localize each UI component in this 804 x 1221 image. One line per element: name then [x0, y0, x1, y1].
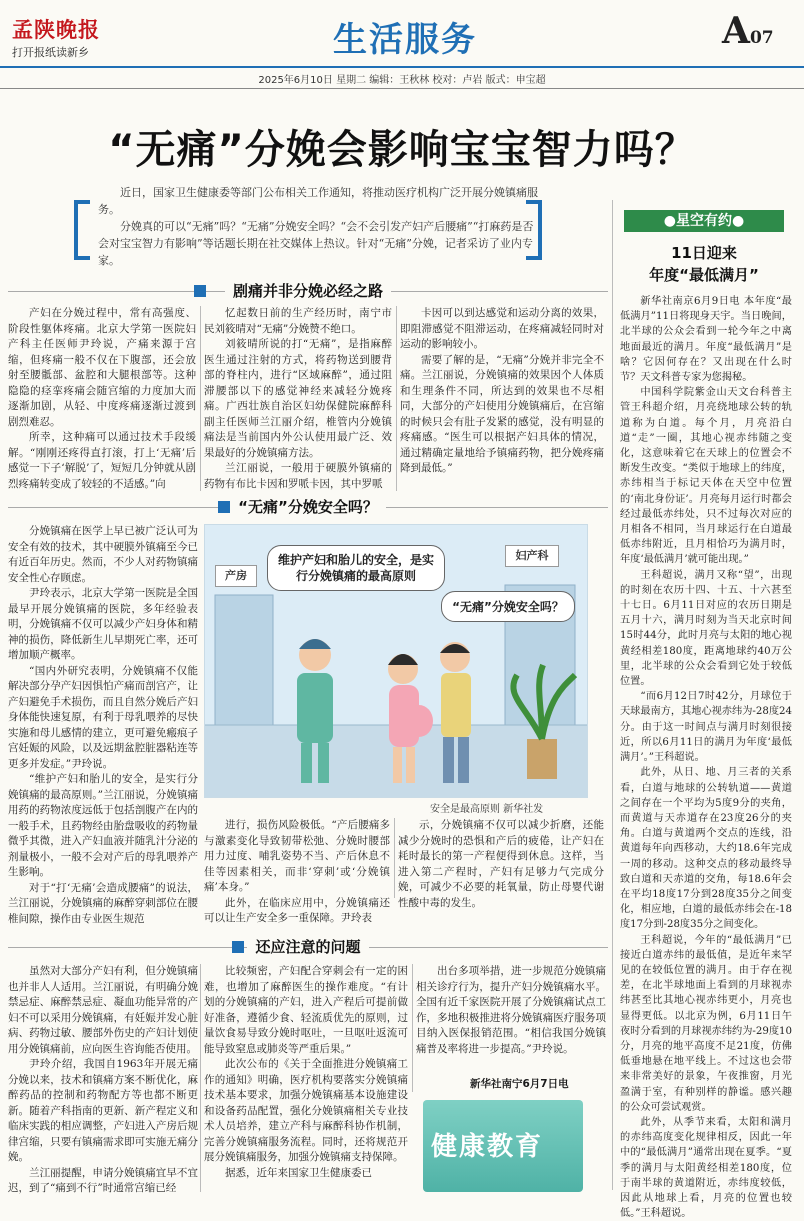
article-column [416, 964, 606, 1074]
paragraph: 产妇在分娩过程中，常有高强度、阶段性躯体疼痛。北京大学第一医院妇产科主任医师尹玲说，产痛来源于宫缩，但疼痛一般不仅在下腹部，还会放射至腰骶部、盆腔和大腿根部等。这种隐隐的痉挛疼痛会随宫缩的力度加大而逐渐加剧，从轻、中度疼痛逐渐过渡到剧烈难忍。 [8, 307, 196, 428]
sidebar-divider [612, 200, 613, 1190]
article-column [204, 964, 408, 1194]
paragraph: 分娩镇痛在医学上早已被广泛认可为安全有效的技术，其中硬膜外镇痛至今已有近百年历史。然而，不少人对药物镇痛安全性心存顾虑。 [8, 525, 198, 584]
column-divider [200, 964, 201, 1192]
lead-paragraph: 近日，国家卫生健康委等部门公布相关工作通知，将推动医疗机构广泛开展分娩镇痛服务。 [98, 186, 538, 216]
paragraph: 需要了解的是，“无痛”分娩并非完全不痛。兰江丽说，分娩镇痛的效果因个人体质和生理条件不同，所达到的效果也不尽相同，大部分的产妇使用分娩镇痛后，在宫缩的时候只会有肚子发紧的感觉，没有明显的疼痛感。“医生可以根据产妇具体的情况，通过精确定量地给予镇痛药物，把分娩疼痛降到最低。” [400, 353, 604, 474]
paragraph: 据悉，近年来国家卫生健康委已 [225, 1166, 372, 1179]
newspaper-slogan: 打开报纸读新乡 [12, 46, 89, 59]
lead-bracket-right [526, 200, 542, 260]
page-number [722, 10, 774, 52]
badge-text: 健康教育 [431, 1132, 544, 1162]
sidebar-column [620, 294, 792, 1220]
paragraph: “维护产妇和胎儿的安全，是实行分娩镇痛的最高原则。”兰江丽说，分娩镇痛用药的药物浓度远低于包括剖腹产在内的一般手术，且药物经由胎盘吸收的药物量微乎其微，进入产妇血液并随乳汁分泌的剂量极小，一般不会对产后的母乳喂养产生影响。 [8, 773, 198, 878]
masthead-rule [0, 66, 804, 68]
column-divider [396, 306, 397, 491]
dateline: 2025年6月10日 星期二 编辑：王秋林 校对：卢岩 版式：申宝超 [258, 75, 546, 86]
paragraph: 此次公布的《关于全面推进分娩镇痛工作的通知》明确，医疗机构要落实分娩镇痛技术基本要求，加强分娩镇痛基本设施建设和设备药品配置，强化分娩镇痛相关专业技术人员培养，建立产科与麻醉科协作机制，完善分娩镇痛服务流程。同时，还将规范开展分娩镇痛服务，加强分娩镇痛支持保障。 [204, 1058, 408, 1163]
article-headline: “无痛”分娩会影响宝宝智力吗？ [108, 127, 696, 173]
page-letter: A [722, 10, 750, 52]
article-column [8, 524, 198, 925]
section-heading [8, 498, 608, 516]
section-heading-text: 剧痛并非分娩必经之路 [225, 282, 391, 300]
paragraph: 尹玲表示，北京大学第一医院是全国最早开展分娩镇痛的医院，多年经验表明，分娩镇痛不仅可以减少产妇身体和精神的损伤，降低新生儿早期死亡率，还可增加顺产概率。 [8, 587, 198, 661]
sidebar-title [618, 242, 790, 286]
section-title: 生活服务 [333, 20, 477, 60]
paragraph: 对于“打‘无痛’会造成腰痛”的说法，兰江丽说，分娩镇痛的麻醉穿刺部位在腰椎间隙，操作由专业医生规范 [8, 881, 198, 925]
paragraph: 示，分娩镇痛不仅可以减少折磨，还能减少分娩时的恐惧和产后的疲倦，让产妇在耗时最长的第一产程便得到休息。这样，当进入第二产程时，产妇有足够力气完成分娩，可减少不必要的耗氧量，防止母婴代谢性酸中毒的发生。 [398, 819, 604, 909]
article-byline: 新华社南宁6月7日电 [470, 1078, 569, 1090]
paragraph: 兰江丽说，一般用于硬膜外镇痛的药物有布比卡因和罗哌卡因，其中罗哌 [204, 462, 392, 490]
masthead [0, 0, 804, 92]
section-heading-label [8, 280, 608, 301]
article-column [398, 818, 604, 909]
sign-delivery-room: 产房 [215, 565, 257, 587]
article-column [204, 306, 392, 494]
paragraph: 王科超说，满月又称“望”，出现的时刻在农历十四、十五、十六甚至十七日。6月11日对应的农历日期是五月十六，满月时刻为当天北京时间15时44分，此时月亮与太阳的地心视黄经相差180度，距离地球约40万公里，北半球的公众会看到它处于较低位置。 [620, 569, 792, 688]
article-column [400, 306, 604, 494]
paragraph: 忆起数日前的生产经历时，南宁市民刘筱晴对“无痛”分娩赞不绝口。 [204, 307, 392, 335]
sidebar-title-line: 11日迎来 [671, 244, 737, 262]
paragraph: 比较频密，产妇配合穿刺会有一定的困难，也增加了麻醉医生的操作难度。“有计划的分娩镇痛的产妇，进入产程后可提前做好准备，遵循少食、轻流质优先的原则，过量饮食易导致分娩时呕吐，一旦呕吐返流可能导致窒息或肺炎等严重后果。” [204, 965, 408, 1055]
article-illustration [204, 524, 588, 798]
lead-paragraph: 分娩真的可以“无痛”吗？“无痛”分娩安全吗？“会不会引发产妇产后腰痛”“打麻药是否会对宝宝智力有影响”等话题长期在社交媒体上热议。针对“无痛”分娩，记者采访了业内专家。 [98, 220, 534, 267]
sign-obstetrics: 妇产科 [505, 545, 559, 567]
paragraph: 此外，从季节来看，太阳和满月的赤纬高度变化规律相反，因此一年中的“最低满月”通常出现在夏季。“夏季的满月与太阳黄经相差180度，位于南半球的黄道附近，赤纬度较低，因此从地球上看，月亮的位置也较低。”王科超说。 [620, 1116, 792, 1220]
paragraph: 王科超说，今年的“最低满月”已接近白道赤纬的最低值，是近年来罕见的在较低位置的满月。由于存在视差，在北半球地面上看到的月球视赤纬甚至比其地心视赤纬更小，月亮也显得更低。以北京为例，6月11日午夜时分看到的月球视赤纬约为-29度10分，月亮的地平高度不足21度，仿佛低垂地悬在地平线上。不过这也会带来非常美好的景象，午夜推窗，月光盈满于室，有种别样的静谧。感兴趣的公众可尝试观赏。 [620, 934, 792, 1113]
article-column [8, 964, 198, 1194]
paragraph: 中国科学院紫金山天文台科普主管王科超介绍，月亮绕地球公转的轨道称为白道。每个月，月亮沿白道“走”一圈，其地心视赤纬随之变化，这意味着它在天球上的位置会不断发生改变。“类似于地球上的纬度，赤纬相当于标记天体在天空中位置的‘南北身份证’。月亮每月运行时都会经过最低赤纬处，只不过每次对应的月相各不相同，当月球运行在白道最低赤纬附近，且月相恰巧为满月时，年度‘最低满月’就可能出现。” [620, 387, 792, 566]
paragraph: 所幸，这种痛可以通过技术手段缓解。“刚刚还疼得直打滚，打上‘无痛’后感觉一下子‘解脱’了，短短几分钟就从剧烈疼痛转变成了较轻的不适感。”向 [8, 431, 196, 490]
paragraph: 此外，从日、地、月三者的关系看，白道与地球的公转轨道——黄道之间存在一个平均为5度9分的夹角，而黄道与天赤道存在23度26分的夹角。白道与黄道两个交点的连线，沿黄道每年向西移动，大约18.6年完成一周的移动。这种交点的移动最终导致白道和天赤道的交角，每18.6年会在平均18度17分到28度35分之间变化，相应地，白道的最低赤纬会在-18度17分到-28度35分之间变化。 [620, 767, 792, 931]
article-column [8, 306, 196, 494]
article-lead [98, 184, 538, 269]
paragraph: “国内外研究表明，分娩镇痛不仅能解决部分孕产妇因惧怕产痛而剖宫产，让产妇避免手术损伤，而且自然分娩后产妇身体能快速复原，有利于母乳喂养的尽快实施和母儿感情的建立，更可避免瘢痕子宫妊娠的风险，以及远期盆腔脏器粘连等更多并发症。”尹玲说。 [8, 664, 198, 770]
section-heading [8, 282, 608, 300]
health-education-badge [423, 1100, 583, 1192]
paragraph: 进行，损伤风险极低。“产后腰痛多与激素变化导致韧带松弛、分娩时腰部用力过度、哺乳姿势不当、产后休息不佳等因素相关，而非‘穿刺’或‘分娩镇痛’本身。” [204, 819, 390, 893]
section-heading-label [8, 936, 608, 957]
section-heading-text: 还应注意的问题 [247, 938, 368, 956]
speech-bubble-doctor: 维护产妇和胎儿的安全，是实行分娩镇痛的最高原则 [267, 545, 445, 591]
paragraph: 虽然对大部分产妇有利，但分娩镇痛也并非人人适用。兰江丽说，有明确分娩禁忌症、麻醉禁忌症、凝血功能异常的产妇不可以采用分娩镇痛，有妊娠并发心脏病、药物过敏、腰部外伤史的产妇计划使用分娩镇痛前，应向医生咨询能否使用。 [8, 965, 198, 1055]
column-divider [200, 306, 201, 491]
dateline-rule [0, 88, 804, 89]
section-heading-text: “无痛”分娩安全吗？ [230, 498, 386, 516]
column-divider [394, 818, 395, 898]
paragraph: 此外，在临床应用中，分娩镇痛还可以让生产安全多一重保障。尹玲表 [204, 896, 390, 924]
column-divider [412, 964, 413, 1092]
section-heading [8, 938, 608, 956]
newspaper-logo: 孟陕晚报 [12, 17, 100, 42]
paragraph: 出台多项举措，进一步规范分娩镇痛相关诊疗行为，提升产妇分娩镇痛水平。全国有近千家医院开展了分娩镇痛试点工作，多地积极推进将分娩镇痛医疗服务项目纳入医保报销范围。“相信我国分娩镇痛普及率将进一步提高。”尹玲说。 [416, 965, 606, 1055]
article-column [204, 818, 390, 924]
speech-bubble-question: “无痛”分娩安全吗？ [441, 591, 575, 622]
page-digits: 07 [749, 28, 774, 48]
paragraph: 兰江丽提醒，申请分娩镇痛宜早不宜迟，到了“痛到不行”时通常宫缩已经 [8, 1166, 198, 1194]
paragraph: 新华社南京6月9日电 本年度“最低满月”11日将现身天宇。当日晚间，北半球的公众会看到一轮今年之中离地面最近的满月。年度“最低满月”是啥？它因何存在？又出现在什么时节？天文科普专家为您揭秘。 [620, 296, 792, 384]
lead-bracket-left [74, 200, 90, 260]
sidebar-title-line: 年度“最低满月” [649, 266, 759, 284]
section-heading-label [8, 496, 608, 517]
paragraph: 卡因可以到达感觉和运动分离的效果，即阻滞感觉不阻滞运动，在疼痛减轻同时对运动的影响较小。 [400, 307, 604, 350]
sidebar-banner: ●星空有约● [624, 210, 784, 232]
illustration-caption: 安全是最高原则 新华社发 [430, 804, 544, 815]
paragraph: “而6月12日7时42分，月球位于天球最南方，其地心视赤纬为-28度24分。由于这一时间点与满月时刻很接近，所以6月11日的满月为年度‘最低满月’。”王科超说。 [620, 691, 792, 764]
paragraph: 刘筱晴所说的打“无痛”，是指麻醉医生通过注射的方式，将药物送到腰背部的脊柱内，进行“区域麻醉”，通过阻滞腰部以下的感觉神经来减轻分娩疼痛。广西壮族自治区妇幼保健院麻醉科副主任医师兰江丽介绍，椎管内分娩镇痛法是当前国内外公认使用最广泛、效果最好的分娩镇痛方法。 [204, 338, 392, 459]
paragraph: 尹玲介绍，我国自1963年开展无痛分娩以来，技术和镇痛方案不断优化，麻醉药品的控制和药物配方等也都不断更新。随着产科指南的更新、新产程定义和临床实践的相应调整，产妇进入产房后规律宫缩，只要有镇痛需求即可实施无痛分娩。 [8, 1058, 198, 1163]
